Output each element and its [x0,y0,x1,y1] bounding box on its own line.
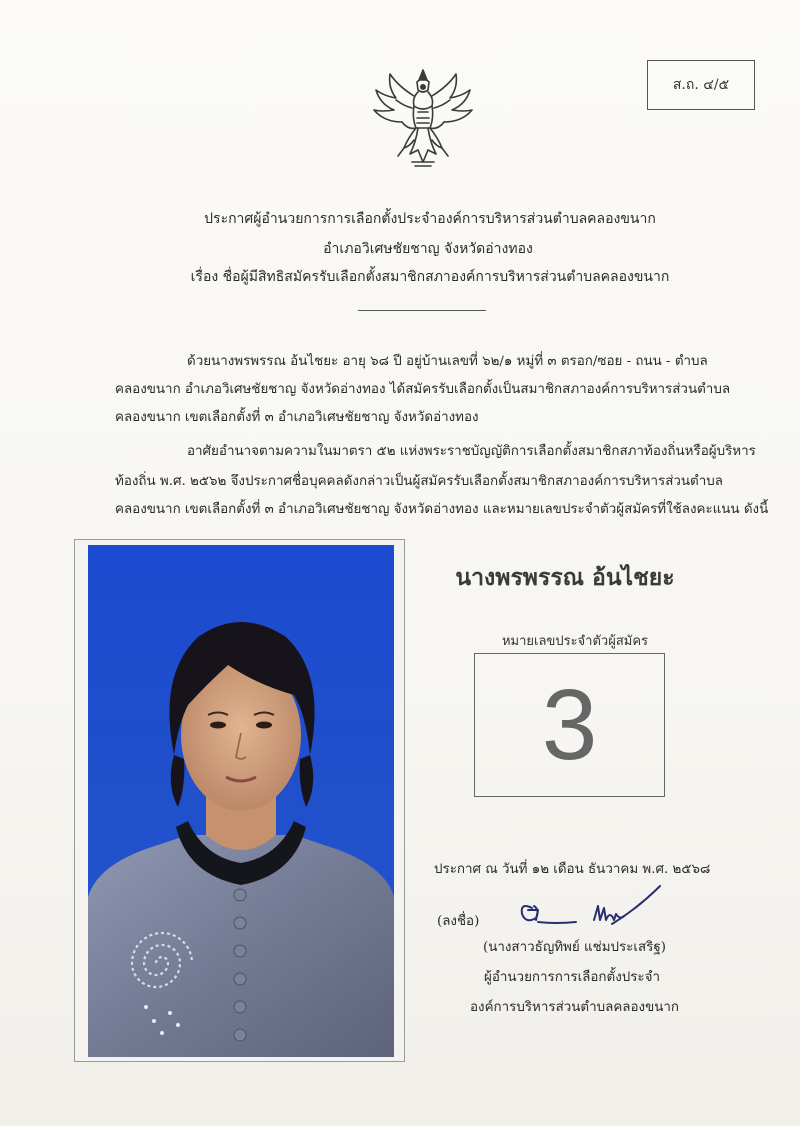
candidate-number: 3 [541,668,598,781]
signer-position-line-2: องค์การบริหารส่วนตำบลคลองขนาก [470,1000,680,1015]
announcement-date: ประกาศ ณ วันที่ ๑๒ เดือน ธันวาคม พ.ศ. ๒๕๖๘ [434,862,711,877]
signer-position-line-1: ผู้อำนวยการการเลือกตั้งประจำ [484,970,660,985]
signature-label: (ลงชื่อ) [437,914,480,929]
paragraph-2-line-1: อาศัยอำนาจตามความในมาตรา ๕๒ แห่งพระราชบัญญัติการเลือกตั้งสมาชิกสภาท้องถิ่นหรือผู้บริหาร [187,444,756,459]
paragraph-1-line-3: คลองขนาก เขตเลือกตั้งที่ ๓ อำเภอวิเศษชัยชาญ จังหวัดอ่างทอง [115,410,479,425]
form-code-box [647,60,755,110]
candidate-portrait-image [88,545,394,1057]
garuda-emblem-icon [368,66,478,174]
header-line-2: อำเภอวิเศษชัยชาญ จังหวัดอ่างทอง [323,241,533,257]
paragraph-1-line-2: คลองขนาก อำเภอวิเศษชัยชาญ จังหวัดอ่างทอง ได้สมัครรับเลือกตั้งเป็นสมาชิกสภาองค์การบริหารส่วนตำบล [115,382,731,397]
paragraph-2-line-3: คลองขนาก เขตเลือกตั้งที่ ๓ อำเภอวิเศษชัยชาญ จังหวัดอ่างทอง และหมายเลขประจำตัวผู้สมัครที่ใช้ลงคะแนน ดังนี้ [115,502,769,517]
paragraph-1-line-1: ด้วยนางพรพรรณ อ้นไชยะ อายุ ๖๘ ปี อยู่บ้านเลขที่ ๖๒/๑ หมู่ที่ ๓ ตรอก/ซอย - ถนน - ตำบล [187,354,708,369]
candidate-number-box [474,653,665,797]
candidate-name: นางพรพรรณ อ้นไชยะ [455,564,675,591]
candidate-number-label: หมายเลขประจำตัวผู้สมัคร [501,634,649,649]
paragraph-2-line-2: ท้องถิ่น พ.ศ. ๒๕๖๒ จึงประกาศชื่อบุคคลดังกล่าวเป็นผู้สมัครรับเลือกตั้งสมาชิกสภาองค์การบริหารส่วนตำบล [115,474,723,489]
header-line-1: ประกาศผู้อำนวยการการเลือกตั้งประจำองค์การบริหารส่วนตำบลคลองขนาก [204,211,656,227]
candidate-photo-frame [74,539,405,1062]
candidate-photo [88,545,394,1057]
header-divider [358,310,486,311]
header-subject: เรื่อง ชื่อผู้มีสิทธิสมัครรับเลือกตั้งสมาชิกสภาองค์การบริหารส่วนตำบลคลองขนาก [190,269,670,285]
signer-name: (นางสาวธัญทิพย์ แช่มประเสริฐ) [483,940,666,955]
handwritten-signature [512,880,662,936]
form-code: ส.ถ. ๔/๕ [672,77,730,93]
